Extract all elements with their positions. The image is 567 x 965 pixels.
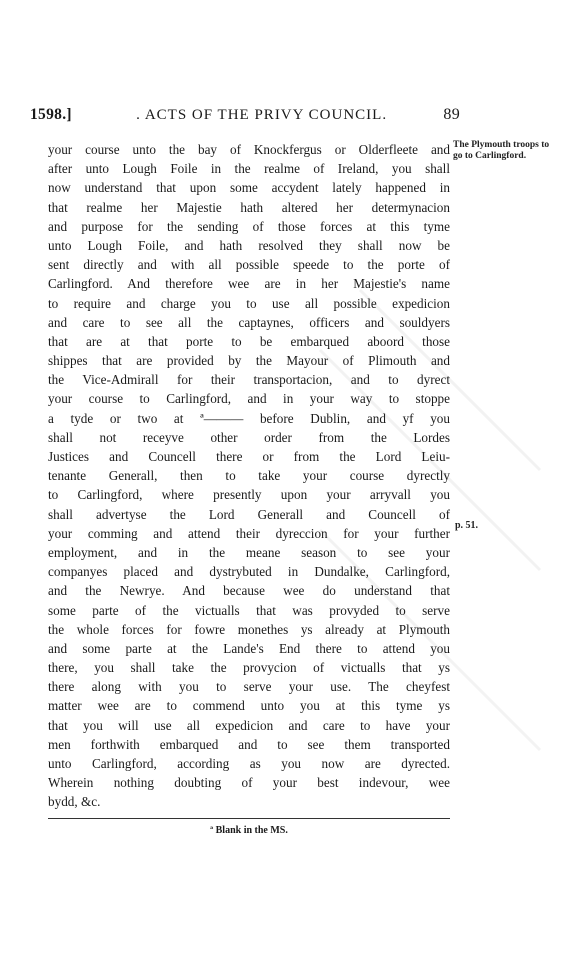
text-line: that you will use all expedicion and care to have your [48,717,450,733]
text-line: and purpose for the sending of those forces at this tyme [48,218,450,234]
margin-note: The Plymouth troops to go to Carlingford. [453,140,550,161]
text-line: and care to see all the captaynes, officers and souldyers [48,314,450,330]
header-year: 1598.] [30,106,72,123]
header-title: . ACTS OF THE PRIVY COUNCIL. [136,107,388,123]
text-line: the whole forces for fowre monethes ys already at Plymouth [48,621,450,637]
text-line: now understand that upon some accydent lately happened in [48,180,450,196]
text-line: and some parte at the Lande's End there to attend you [48,640,450,656]
text-line: there, you shall take the provycion of victualls that ys [48,660,450,676]
page-reference: p. 51. [455,520,479,531]
text-line: to require and charge you to use all possible expedicion [48,295,450,311]
text-line: unto Carlingford, according as you now are dyrected. [48,756,450,771]
text-line: unto Lough Foile, and hath resolved they shall now be [48,237,450,253]
text-line: shippes that are provided by the Mayour of Plimouth and [48,353,450,369]
body-text [48,140,450,812]
text-line: shall not receyve other order from the Lordes [48,429,450,445]
text-line: the Vice-Admirall for their transportacion, and to dyrect [48,372,450,388]
text-line: bydd, &c. [48,794,101,810]
text-line: matter wee are to commend unto you at this tyme ys [48,698,450,714]
text-line: tenante Generall, then to take your course dyrectly [48,468,450,484]
text-line: that are at that porte to be embarqued aboord those [48,333,450,349]
text-line: men forthwith embarqued and to see them transported [48,736,450,752]
text-line: Wherein nothing doubting of your best indevour, wee [48,775,450,791]
text-line: employment, and in the meane season to see your [48,544,450,560]
text-line: Carlingford. And therefore wee are in her Majestie's name [48,276,450,292]
text-line: your course unto the bay of Knockfergus or Olderfleete and [48,142,450,157]
text-line: companyes placed and dystrybuted in Dundalke, Carlingford, [48,564,450,580]
text-line: some parte of the victualls that was provyded to serve [48,602,450,618]
page-number: 89 [443,106,460,123]
text-line: and the Newrye. And because wee do understand that [48,583,450,599]
text-line: Justices and Councell there or from the Lord Leiu- [48,449,450,464]
text-line: to Carlingford, where presently upon your arryvall you [48,487,450,503]
text-line: a tyde or two at ª——— before Dublin, and yf you [48,410,450,426]
text-line: your course to Carlingford, and in your way to stoppe [48,391,450,407]
text-line: sent directly and with all possible speede to the porte of [48,257,450,273]
text-line: shall advertyse the Lord Generall and Councell of [48,506,450,522]
footnote-rule [48,818,450,819]
running-header [30,106,460,124]
footnote: ª Blank in the MS. [210,825,288,836]
text-line: that realme her Majestie hath altered her determynacion [48,199,450,215]
text-line: there along with you to serve your use. The cheyfest [48,679,450,695]
text-line: after unto Lough Foile in the realme of Ireland, you shall [48,161,450,177]
text-line: your comming and attend their dyreccion for your further [48,525,450,541]
